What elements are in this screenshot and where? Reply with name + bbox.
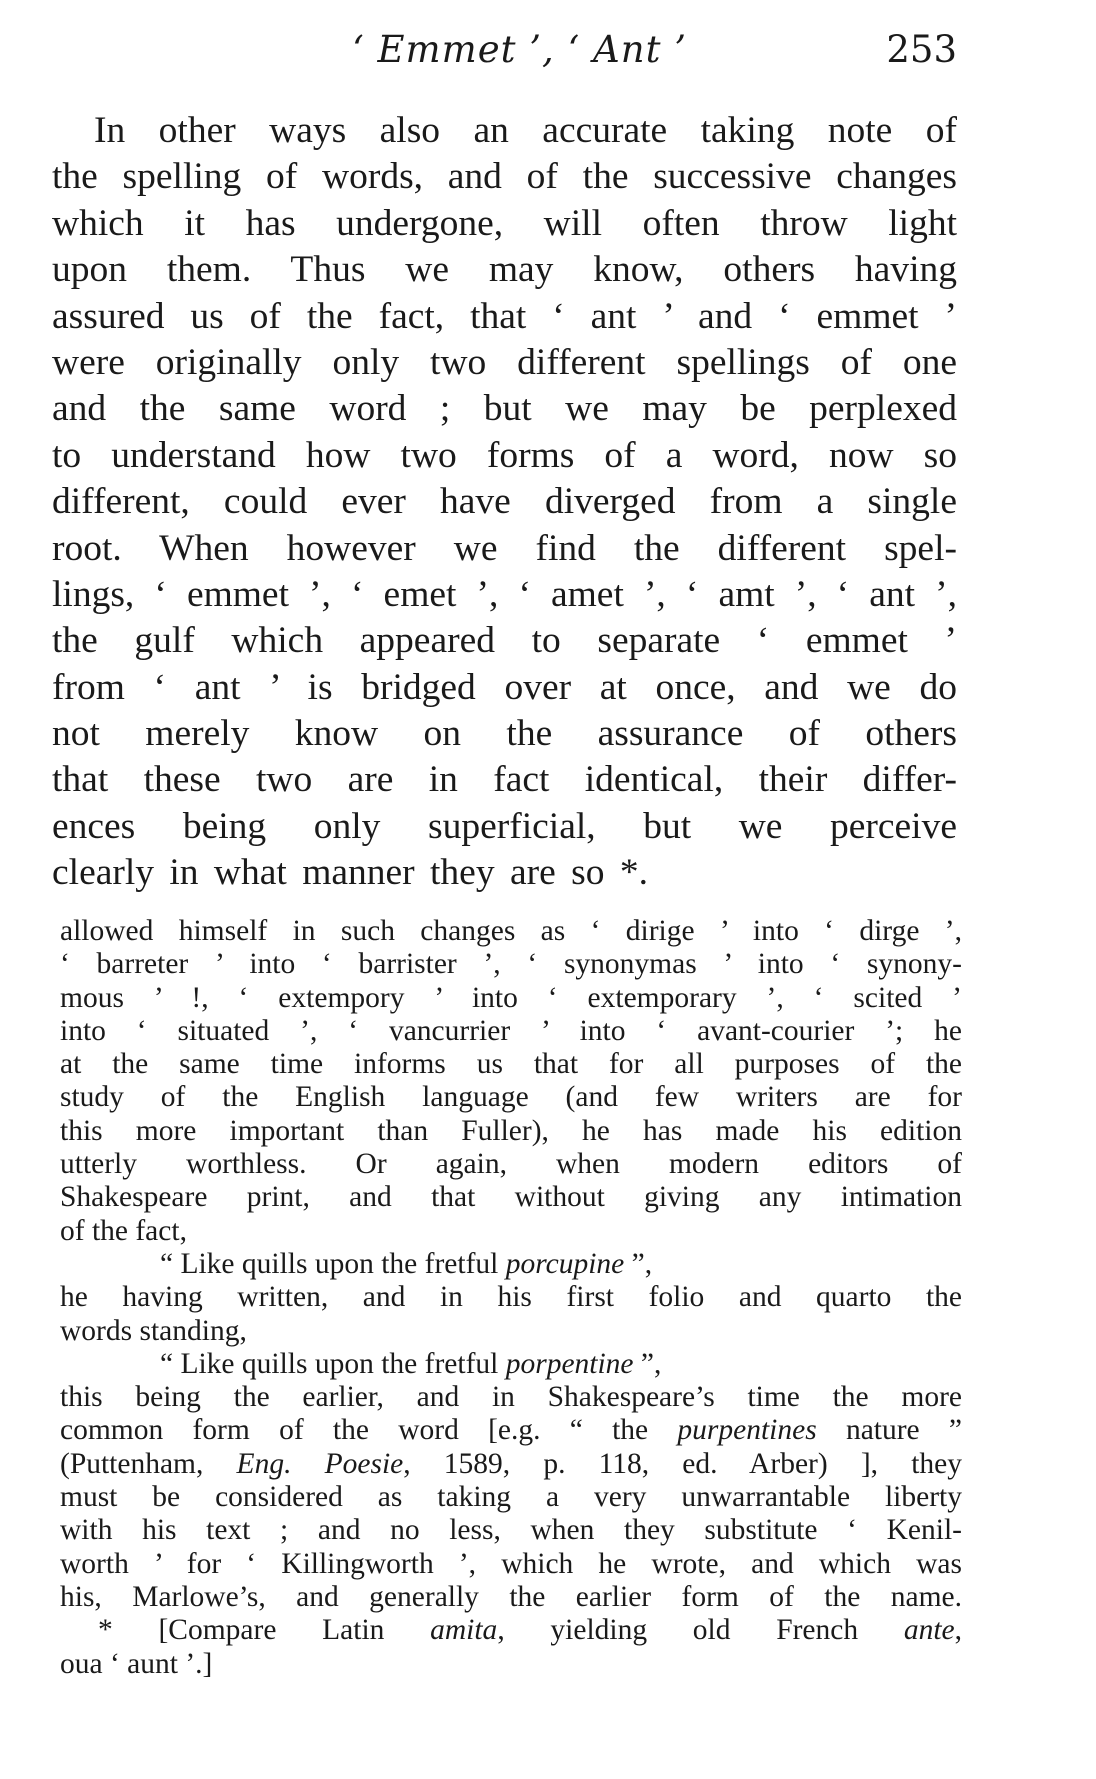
body-line: the spelling of words, and of the successive changes bbox=[52, 156, 957, 198]
italic-word: purpentines bbox=[677, 1414, 817, 1447]
italic-word: ante bbox=[903, 1614, 955, 1647]
page-header bbox=[52, 28, 957, 78]
italic-word: amita bbox=[430, 1614, 498, 1647]
body-line: which it has undergone, will often throw light bbox=[52, 202, 957, 244]
note-text: (Puttenham, bbox=[60, 1447, 237, 1480]
body-line: and the same word ; but we may be perplexed bbox=[52, 388, 957, 430]
note-line: Shakespeare print, and that without giving any intimation bbox=[60, 1181, 962, 1214]
quote-line-porcupine bbox=[60, 1248, 962, 1281]
note-line: with his text ; and no less, when they substitute ‘ Kenil- bbox=[60, 1514, 962, 1547]
note-line: into ‘ situated ’, ‘ vancurrier ’ into ‘ avant-courier ’; he bbox=[60, 1014, 962, 1047]
body-line: lings, ‘ emmet ’, ‘ emet ’, ‘ amet ’, ‘ amt ’, ‘ ant ’, bbox=[52, 573, 957, 615]
footnote-star bbox=[60, 1614, 962, 1647]
italic-word: Eng. Poesie bbox=[236, 1447, 404, 1480]
footnote-block bbox=[60, 915, 962, 1681]
note-text: nature ” bbox=[816, 1414, 962, 1447]
note-text: , 1589, p. 118, ed. Arber) ], they bbox=[403, 1447, 962, 1480]
italic-word: porpentine bbox=[505, 1347, 634, 1380]
quote-text: ”, bbox=[633, 1347, 662, 1380]
note-text: , bbox=[954, 1614, 963, 1647]
body-line: that these two are in fact identical, their differ- bbox=[52, 759, 957, 801]
quote-text: “ Like quills upon the fretful bbox=[160, 1347, 506, 1380]
note-line: allowed himself in such changes as ‘ dirige ’ into ‘ dirge ’, bbox=[60, 915, 962, 947]
body-line: were originally only two different spellings of one bbox=[52, 341, 957, 383]
note-text: common form of the word [e.g. “ the bbox=[60, 1414, 678, 1447]
note-line: must be considered as taking a very unwarrantable liberty bbox=[60, 1481, 962, 1514]
body-line: the gulf which appeared to separate ‘ emmet ’ bbox=[52, 620, 957, 662]
note-line: he having written, and in his first folio and quarto the bbox=[60, 1281, 962, 1314]
body-line: clearly in what manner they are so *. bbox=[52, 852, 648, 894]
body-line: assured us of the fact, that ‘ ant ’ and ‘ emmet ’ bbox=[52, 295, 957, 337]
main-paragraph bbox=[52, 108, 957, 897]
note-line: this being the earlier, and in Shakespeare’s time the more bbox=[60, 1381, 962, 1414]
body-line: root. When however we find the different spel- bbox=[52, 527, 957, 569]
note-line: at the same time informs us that for all purposes of the bbox=[60, 1048, 962, 1081]
body-line: to understand how two forms of a word, now so bbox=[52, 434, 957, 476]
note-text: * [Compare Latin bbox=[98, 1614, 431, 1647]
body-line: from ‘ ant ’ is bridged over at once, and we do bbox=[52, 666, 957, 708]
note-line: this more important than Fuller), he has made his edition bbox=[60, 1114, 962, 1147]
note-line: utterly worthless. Or again, when modern editors of bbox=[60, 1148, 962, 1181]
note-line: of the fact, bbox=[60, 1214, 187, 1247]
note-line: words standing, bbox=[60, 1314, 247, 1347]
quote-line-porpentine bbox=[60, 1348, 962, 1381]
page-number: 253 bbox=[886, 28, 957, 71]
note-line: ‘ barreter ’ into ‘ barrister ’, ‘ synonymas ’ into ‘ synony- bbox=[60, 948, 962, 981]
body-line: not merely know on the assurance of others bbox=[52, 713, 957, 755]
body-line: In other ways also an accurate taking note of bbox=[94, 110, 957, 151]
note-line: worth ’ for ‘ Killingworth ’, which he wrote, and which was bbox=[60, 1547, 962, 1580]
quote-text: ”, bbox=[624, 1247, 653, 1280]
note-line: his, Marlowe’s, and generally the earlier form of the name. bbox=[60, 1580, 962, 1613]
note-text: , yielding old French bbox=[497, 1614, 904, 1647]
quote-text: “ Like quills upon the fretful bbox=[160, 1247, 506, 1280]
body-line: different, could ever have diverged from a single bbox=[52, 481, 957, 523]
body-line: upon them. Thus we may know, others having bbox=[52, 249, 957, 291]
note-line bbox=[60, 1414, 962, 1447]
note-line: oua ‘ aunt ’.] bbox=[60, 1647, 213, 1680]
running-title: ‘ Emmet ’, ‘ Ant ’ bbox=[352, 28, 687, 71]
body-line: ences being only superficial, but we perceive bbox=[52, 805, 957, 847]
note-line: mous ’ !, ‘ extempory ’ into ‘ extemporary ’, ‘ scited ’ bbox=[60, 981, 962, 1014]
note-line bbox=[60, 1448, 962, 1481]
note-line: study of the English language (and few writers are for bbox=[60, 1081, 962, 1114]
italic-word: porcupine bbox=[505, 1247, 625, 1280]
